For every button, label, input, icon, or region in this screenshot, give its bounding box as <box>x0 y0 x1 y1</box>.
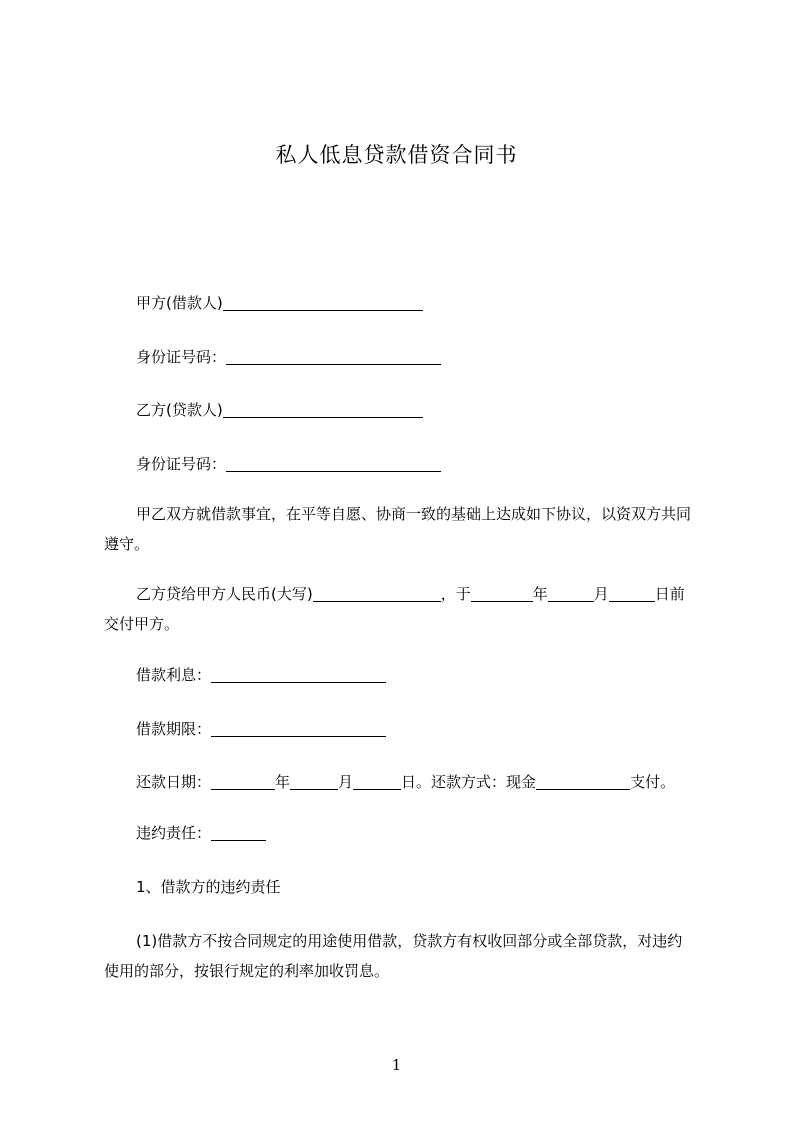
repayment-label: 还款日期： <box>136 773 212 791</box>
repayment-year-blank[interactable] <box>211 773 275 790</box>
interest-line <box>136 662 386 688</box>
loan-amount-paragraph <box>104 579 694 639</box>
liability-blank[interactable] <box>211 824 266 841</box>
party-b-id-blank[interactable] <box>226 455 441 472</box>
repayment-year-label: 年 <box>275 773 291 791</box>
clause-paragraph: (1)借款方不按合同规定的用途使用借款，贷款方有权收回部分或全部贷款，对违约使用的部分，按银行规定的利率加收罚息。 <box>104 932 683 980</box>
term-blank[interactable] <box>211 720 386 737</box>
party-a-line <box>136 290 423 316</box>
page-number: 1 <box>391 1056 402 1074</box>
repayment-day-blank[interactable] <box>353 773 401 790</box>
repayment-cash-blank[interactable] <box>536 773 630 790</box>
loan-amount-text: 乙方贷给甲方人民币(大写) <box>136 585 313 603</box>
preamble-paragraph: 甲乙双方就借款事宜，在平等自愿、协商一致的基础上达成如下协议，以资双方共同遵守。 <box>104 505 692 553</box>
loan-year-label: 年 <box>532 585 548 603</box>
document-title: 私人低息贷款借资合同书 <box>275 143 518 167</box>
liability-line <box>136 820 266 846</box>
loan-month-label: 月 <box>593 585 609 603</box>
party-b-line <box>136 397 423 423</box>
loan-day-blank[interactable] <box>609 585 655 602</box>
loan-day-label: 日前交付甲方。 <box>104 585 685 633</box>
repayment-line <box>136 769 675 795</box>
loan-amount-blank[interactable] <box>313 585 441 602</box>
repayment-month-blank[interactable] <box>290 773 338 790</box>
party-b-id-line <box>136 451 441 477</box>
repayment-suffix: 支付。 <box>630 773 676 791</box>
party-a-id-line <box>136 344 441 370</box>
loan-date-text: ，于 <box>440 585 471 603</box>
term-line <box>136 716 386 742</box>
repayment-month-label: 月 <box>338 773 354 791</box>
party-b-id-label: 身份证号码： <box>136 455 227 473</box>
party-b-label: 乙方(贷款人) <box>136 401 223 419</box>
liability-label: 违约责任： <box>136 824 212 842</box>
party-a-id-label: 身份证号码： <box>136 348 227 366</box>
party-a-blank[interactable] <box>223 294 423 311</box>
party-b-blank[interactable] <box>223 401 423 418</box>
party-a-id-blank[interactable] <box>226 348 441 365</box>
party-a-label: 甲方(借款人) <box>136 294 223 312</box>
loan-month-blank[interactable] <box>548 585 594 602</box>
section-heading: 1、借款方的违约责任 <box>136 878 281 896</box>
loan-year-blank[interactable] <box>471 585 533 602</box>
repayment-method-text: 日。还款方式：现金 <box>401 773 537 791</box>
term-label: 借款期限： <box>136 720 212 738</box>
interest-label: 借款利息： <box>136 666 212 684</box>
interest-blank[interactable] <box>211 666 386 683</box>
